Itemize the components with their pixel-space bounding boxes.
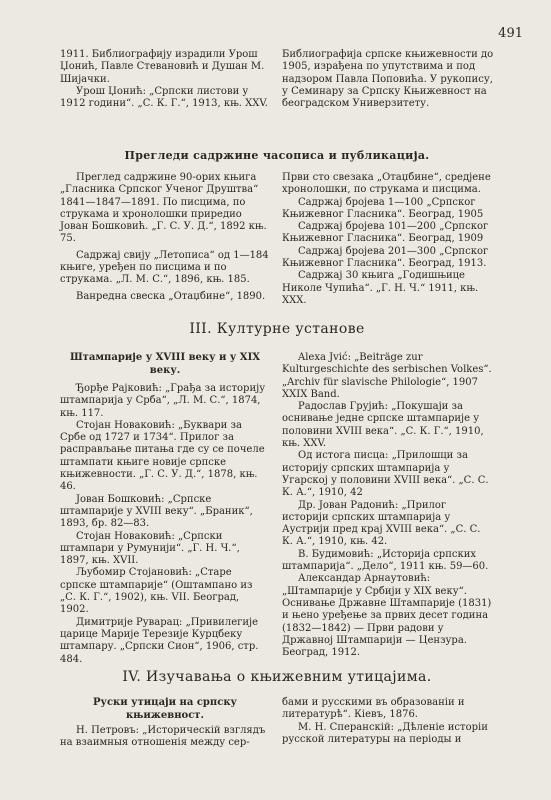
paragraph: В. Будимовић: „Историја српских штампарија“. „Дело“, 1911 књ. 59—60. <box>282 548 489 573</box>
paragraph: Јован Бошковић: „Српске штампарије у XVIII веку“. „Браник“, 1893, бр. 82—83. <box>60 493 253 530</box>
paragraph: Од истога писца: „Прилошци за историју српских штампарија у Угарској у половини XVIII века“. „С. С. К. А.“, 1910, 42 <box>282 450 489 499</box>
section-c-right-column <box>282 697 494 746</box>
top-left-column <box>60 49 270 110</box>
paragraph: Љубомир Стојановић: „Старе српске штампарије“ (Оштампано из „С. К. Г.“, 1902), књ. VII. Београд, 1902. <box>60 567 253 616</box>
section-heading-literary-influences: IV. Изучавања о књижевним утицајима. <box>122 669 432 685</box>
paragraph: Стојан Новаковић: „Српски штампари у Румунији“. „Г. Н. Ч.“, 1897, књ. XVII. <box>60 530 240 567</box>
subheading-russian-influences: Руски утицаји на српску књижевност. <box>93 697 237 721</box>
paragraph: Димитрије Руварац: „Привилегије царице Марије Терезије Курцбеку штампару. „Српски Сион“, 1906, стр. 484. <box>60 616 259 665</box>
paragraph: Садржај свију „Летописа“ од 1—184 књиге, уређен по писцима и по струкама. „Л. М. С.“, 1896, књ. 185. <box>60 249 269 286</box>
paragraph: Урош Џонић: „Српски листови у 1912 години“. „С. К. Г.“, 1913, књ. XXV. <box>60 85 268 110</box>
paragraph: Први сто свезака „Отаџбине“, средјене хронолошки, по струкама и писцима. <box>282 172 491 196</box>
paragraph: Ванредна свеска „Отаџбине“, 1890. <box>76 290 266 302</box>
section-b-right-column <box>282 352 494 659</box>
paragraph: Александар Арнаутовић: „Штампарије у Србији у XIX веку“. Оснивање Државне Штампарије (1831) и њено уређење за првих десет година (1832—1842) — Први радови у Државној Штампарији — Цензура. Београд, 1912. <box>282 573 492 659</box>
subheading-printing-houses: Штампарије у XVIII веку и у XIX веку. <box>69 352 261 376</box>
paragraph: Alexa Jvić: „Beiträge zur Kulturgeschichte des serbischen Volkes“. „Archiv für slavische Philologie“, 1907 XXIX Band. <box>282 352 492 400</box>
section-b-left-column <box>60 383 270 666</box>
paragraph: Др. Јован Радонић: „Прилог историји српских штампарија у Аустрији пред крај XVIII века“. „С. С. К. А.“, 1910, књ. 42. <box>282 499 481 548</box>
paragraph: Библиографија српске књижевности до 1905, израђена по упутствима и под надзором Павла Поповића. У рукопису, у Семинару за Српску Књижевност на београдском Универзитету. <box>282 49 494 110</box>
page-number: 491 <box>498 26 523 41</box>
section-a-right-column <box>282 172 494 307</box>
paragraph: Ђорђе Рајковић: „Грађа за историју штампарија у Срба“, „Л. М. С.“, 1874, књ. 117. <box>60 383 266 419</box>
paragraph: Садржај бројева 201—300 „Српског Књижевног Гласника“. Београд, 1913. <box>282 245 489 270</box>
paragraph: Н. Петровъ: „Историческiй взглядъ на взаимныя отношенiя между сер- <box>60 725 266 749</box>
section-a-left-column <box>60 172 270 303</box>
paragraph: Садржај бројева 1—100 „Српског Књижевног Гласника“. Београд, 1905 <box>282 196 484 220</box>
paragraph: Садржај бројева 101—200 „Српског Књижевног Гласника“. Београд, 1909 <box>282 221 489 245</box>
top-right-column <box>282 49 494 110</box>
paragraph: М. Н. Сперанскiй: „Дѣленiе исторiи русской литературы на перiоды и <box>282 721 488 745</box>
paragraph: Радослав Грујић: „Покушаји за оснивање једне српске штампарије у половини XVIII века“. „С. К. Г.“, 1910, књ. XXV. <box>282 401 484 450</box>
section-heading-institutions: III. Културне установе <box>189 321 365 337</box>
paragraph: Садржај 30 књига „Годишњице Николе Чупића“. „Г. Н. Ч.“ 1911, књ. XXX. <box>282 270 479 306</box>
section-heading-reviews: Прегледи садржине часописа и публикација. <box>124 149 430 162</box>
paragraph: бами и русскими въ образованiи и литературѣ“. Кiевъ, 1876. <box>282 697 465 721</box>
section-c-left-column <box>60 725 270 750</box>
paragraph: Преглед садржине 90-орих књига „Гласника Српског Ученог Друштва“ 1841—1847—1891. По писцима, по струкама и хронолошки приредио Јован Бошковић. „Г. С. У. Д.“, 1892 књ. 75. <box>60 172 267 245</box>
paragraph: Стојан Новаковић: „Буквари за Србе од 1727 и 1734“. Прилог за расправљање питања где су се почеле штампати књиге новије српске књижевности. „Г. С. У. Д.“, 1878, књ. 46. <box>60 419 265 493</box>
paragraph: 1911. Библиографију израдили Урош Џонић, Павле Стевановић и Душан М. Шијачки. <box>60 49 265 85</box>
